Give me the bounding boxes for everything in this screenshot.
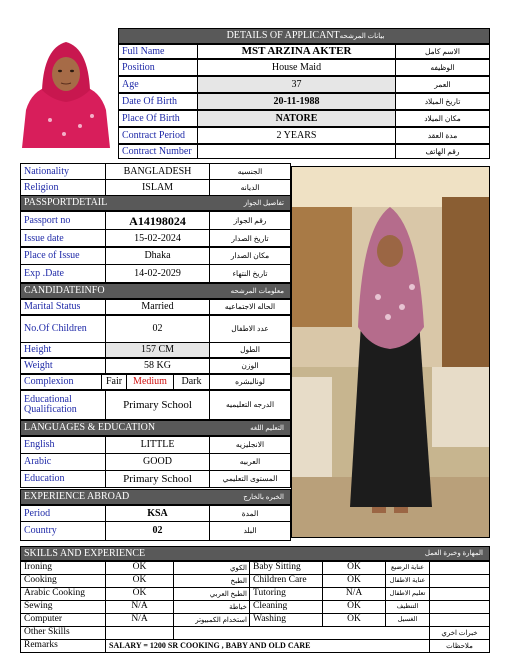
applicant-header-ar: بيانات المرشحه (339, 31, 385, 40)
skill-label: Ironing (20, 561, 106, 575)
applicant-label: Contract Number (118, 144, 198, 159)
skill-ar: التنظيف (385, 600, 430, 614)
education-label-text: Educational Qualification (24, 393, 77, 415)
experience-ar: المدة (209, 505, 291, 522)
applicant-header (118, 28, 490, 44)
personal-ar: الديانه (209, 179, 291, 196)
education-value: Primary School (105, 390, 210, 420)
skill-ar: خياطة (173, 600, 250, 614)
applicant-value: NATORE (197, 110, 396, 127)
skill-empty (429, 600, 490, 614)
personal-value: ISLAM (105, 179, 210, 196)
portrait-photo (20, 30, 112, 148)
skill-ar: الكوي (173, 561, 250, 575)
passport-header-text: PASSPORTDETAIL (24, 197, 108, 208)
applicant-label: Full Name (118, 44, 198, 59)
skill-label: Sewing (20, 600, 106, 614)
passport-value: A14198024 (105, 211, 210, 230)
candidate-header-text: CANDIDATEINFO (24, 285, 105, 296)
height-value: 157 CM (105, 342, 210, 358)
other-skills-blank (173, 626, 430, 640)
skill-ar: عناية الاطفال (385, 574, 430, 588)
skill-value: N/A (105, 613, 174, 627)
personal-label: Religion (20, 179, 106, 196)
passport-label: Issue date (20, 229, 106, 248)
skill-label: Children Care (249, 574, 323, 588)
applicant-value: 37 (197, 76, 396, 93)
applicant-label: Place Of Birth (118, 110, 198, 127)
applicant-value (197, 144, 396, 159)
children-ar: عدد الاطفال (209, 315, 291, 343)
passport-ar: تاريخ الصدار (209, 229, 291, 248)
height-ar: الطول (209, 342, 291, 358)
passport-value: Dhaka (105, 246, 210, 265)
passport-value: 15-02-2024 (105, 229, 210, 248)
language-ar: المستوى التعليمي (209, 470, 291, 488)
applicant-ar: العمر (395, 76, 490, 93)
personal-ar: الجنسيه (209, 163, 291, 180)
language-label: Education (20, 470, 106, 488)
weight-ar: الوزن (209, 358, 291, 374)
passport-header (20, 195, 291, 211)
skill-ar: تعليم الاطفال (385, 587, 430, 601)
skill-ar: الطبخ العربي (173, 587, 250, 601)
weight-value: 58 KG (105, 358, 210, 374)
applicant-value: 20-11-1988 (197, 93, 396, 110)
passport-ar: رقم الجواز (209, 211, 291, 230)
experience-header-ar: الخبره بالخارج (243, 492, 284, 501)
skill-value: N/A (322, 587, 386, 601)
remarks-ar: ملاحظات (429, 639, 490, 653)
full-body-photo (291, 166, 490, 538)
complexion-ar: لونالبشره (209, 374, 291, 390)
applicant-ar: الاسم كامل (395, 44, 490, 59)
experience-header-text: EXPERIENCE ABROAD (24, 491, 130, 502)
skill-value: OK (322, 613, 386, 627)
applicant-value: 2 YEARS (197, 127, 396, 144)
experience-value: KSA (105, 505, 210, 522)
skill-ar: استخدام الكمبيوتر (173, 613, 250, 627)
other-skills-ar: خبرات اخري (429, 626, 490, 640)
skill-value: OK (105, 574, 174, 588)
marital-label: Marital Status (20, 299, 106, 315)
complexion-dark: Dark (173, 374, 210, 390)
skill-value: OK (322, 574, 386, 588)
children-value: 02 (105, 315, 210, 343)
weight-label: Weight (20, 358, 106, 374)
passport-label: Passport no (20, 211, 106, 230)
candidate-header-ar: معلومات المرشحه (230, 286, 284, 295)
applicant-ar: مكان الميلاد (395, 110, 490, 127)
skill-empty (429, 613, 490, 627)
marital-ar: الحاله الاجتماعيه (209, 299, 291, 315)
experience-label: Period (20, 505, 106, 522)
applicant-ar: الوظيفه (395, 59, 490, 76)
applicant-header-text: DETAILS OF APPLICANT (226, 30, 340, 41)
complexion-label: Complexion (20, 374, 102, 390)
applicant-ar: مدة العقد (395, 127, 490, 144)
children-label-text: No.Of Children (24, 322, 87, 334)
skill-label: Cleaning (249, 600, 323, 614)
languages-header-ar: التعليم اللغه (250, 423, 284, 432)
education-label (20, 390, 106, 420)
personal-label: Nationality (20, 163, 106, 180)
applicant-label: Date Of Birth (118, 93, 198, 110)
skill-label: Tutoring (249, 587, 323, 601)
language-value: GOOD (105, 453, 210, 471)
passport-ar: مكان الصدار (209, 246, 291, 265)
skill-empty (429, 587, 490, 601)
applicant-value: MST ARZINA AKTER (197, 44, 396, 59)
applicant-value: House Maid (197, 59, 396, 76)
skill-label: Cooking (20, 574, 106, 588)
passport-value: 14-02-2029 (105, 264, 210, 283)
skill-label: Washing (249, 613, 323, 627)
remarks-label: Remarks (20, 639, 106, 653)
skill-empty (429, 561, 490, 575)
height-label: Height (20, 342, 106, 358)
skills-header-ar: المهارة وخبرة العمل (424, 549, 483, 557)
skill-value: N/A (105, 600, 174, 614)
education-ar: الدرجه التعليميه (209, 390, 291, 420)
children-label (20, 315, 106, 343)
languages-header-text: LANGUAGES & EDUCATION (24, 422, 156, 433)
passport-ar: تاريخ النتهاء (209, 264, 291, 283)
experience-label: Country (20, 521, 106, 541)
skill-label: Arabic Cooking (20, 587, 106, 601)
language-value: LITTLE (105, 436, 210, 454)
skill-value: OK (322, 561, 386, 575)
passport-header-ar: تفاصيل الجواز (243, 198, 284, 207)
applicant-label: Position (118, 59, 198, 76)
experience-header (20, 489, 291, 505)
passport-label: Exp .Date (20, 264, 106, 283)
skill-value: OK (105, 561, 174, 575)
languages-header (20, 420, 291, 436)
complexion-fair: Fair (101, 374, 127, 390)
experience-value: 02 (105, 521, 210, 541)
skill-ar: عناية الرضيع (385, 561, 430, 575)
skill-ar: الغسيل (385, 613, 430, 627)
language-ar: الانجليزيه (209, 436, 291, 454)
language-ar: العربيه (209, 453, 291, 471)
skill-value: OK (322, 600, 386, 614)
language-label: English (20, 436, 106, 454)
complexion-medium: Medium (126, 374, 174, 390)
applicant-label: Contract Period (118, 127, 198, 144)
applicant-ar: رقم الهاتف (395, 144, 490, 159)
other-skills-value: OK (105, 626, 174, 640)
other-skills-label: Other Skills (20, 626, 106, 640)
experience-ar: البلد (209, 521, 291, 541)
skills-header (20, 546, 490, 561)
skill-label: Baby Sitting (249, 561, 323, 575)
skill-empty (429, 574, 490, 588)
applicant-label: Age (118, 76, 198, 93)
marital-value: Married (105, 299, 210, 315)
candidate-header (20, 283, 291, 299)
skill-label: Computer (20, 613, 106, 627)
language-label: Arabic (20, 453, 106, 471)
skill-value: OK (105, 587, 174, 601)
applicant-ar: تاريخ الميلاد (395, 93, 490, 110)
passport-label: Place of Issue (20, 246, 106, 265)
skills-header-text: SKILLS AND EXPERIENCE (24, 547, 146, 559)
language-value: Primary School (105, 470, 210, 488)
remarks-value: SALARY = 1200 SR COOKING , BABY AND OLD CARE (105, 639, 430, 653)
personal-value: BANGLADESH (105, 163, 210, 180)
skill-ar: الطبخ (173, 574, 250, 588)
